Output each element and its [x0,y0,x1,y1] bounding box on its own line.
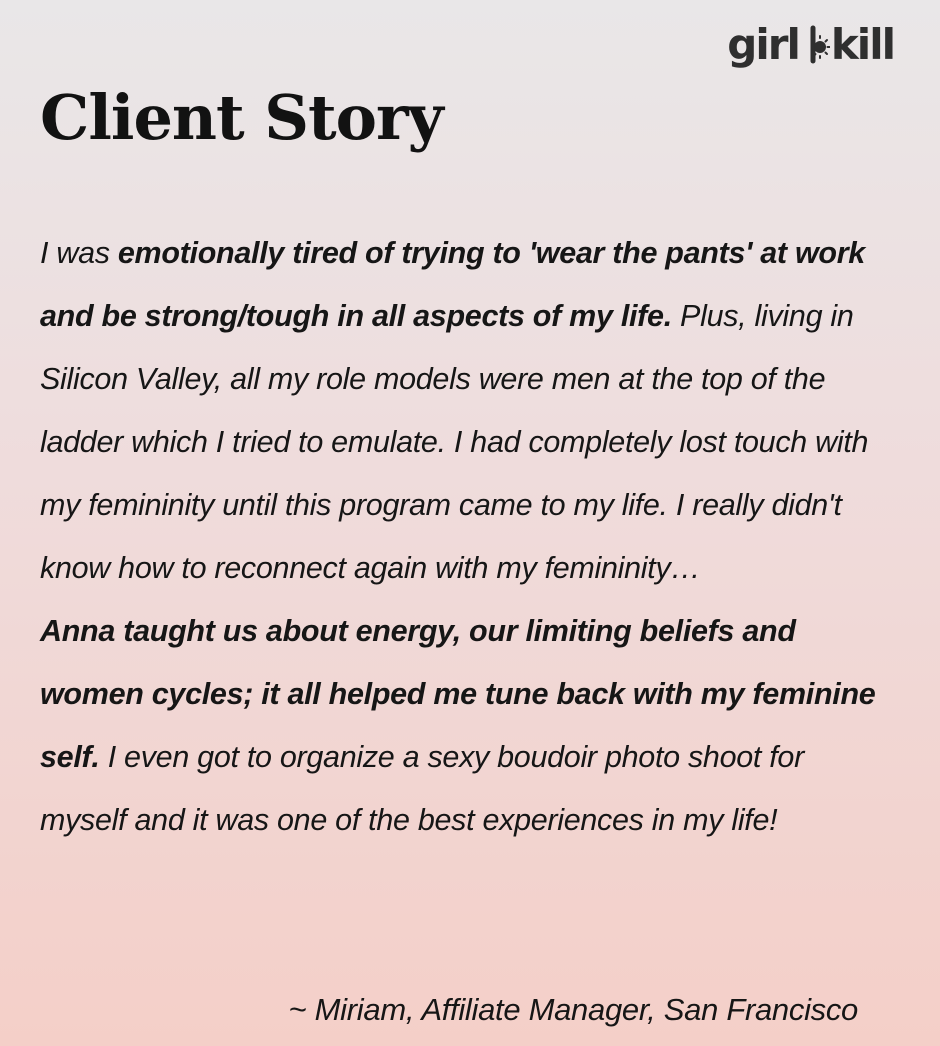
story-emphasis: emotionally tired of trying to 'wear the pants' at work and be strong/tough in all aspects of my life. [40,236,865,333]
brand-logo [727,20,894,69]
logo-text-right: kill [830,20,894,69]
page-title: Client Story [40,81,443,154]
story-text: I even got to organize a sexy boudoir photo shoot for myself and it was one of the best experiences in my life! [40,740,804,837]
logo-text-left: girl [727,20,799,69]
story-text: Plus, living in Silicon Valley, all my role models were men at the top of the ladder which I tried to emulate. I had completely lost touch with my femininity until this program came to my life. I really didn't know how to reconnect again with my femininity… [40,299,869,585]
client-story-text [40,222,890,852]
story-emphasis: Anna taught us about energy, our limiting beliefs and women cycles; it all helped me tune back with my feminine self. [40,614,876,774]
sun-icon [800,25,830,65]
story-paragraph-1 [40,222,890,600]
testimonial-attribution: ~ Miriam, Affiliate Manager, San Francisco [288,992,858,1027]
story-text: I was [40,236,118,270]
story-paragraph-2 [40,600,890,852]
